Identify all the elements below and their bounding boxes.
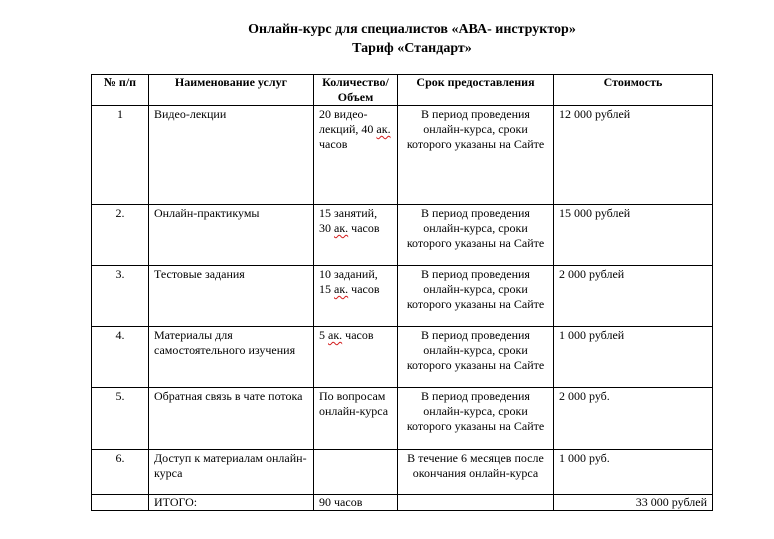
row-qty <box>314 106 398 205</box>
table-row <box>92 266 713 327</box>
row-num: 4. <box>92 327 149 388</box>
row-term: В период проведения онлайн-курса, сроки которого указаны на Сайте <box>398 106 554 205</box>
row-qty-abbr: ак. <box>334 282 349 296</box>
row-num: 3. <box>92 266 149 327</box>
header-name: Наименование услуг <box>149 75 314 106</box>
total-qty: 90 часов <box>314 495 398 511</box>
row-num: 5. <box>92 388 149 450</box>
table-total-row <box>92 495 713 511</box>
row-qty: По вопросам онлайн-курса <box>314 388 398 450</box>
row-price: 2 000 руб. <box>554 388 713 450</box>
row-qty-abbr: ак. <box>328 328 343 342</box>
row-price: 2 000 рублей <box>554 266 713 327</box>
row-qty-unit: часов <box>348 282 380 296</box>
row-service-name: Тестовые задания <box>149 266 314 327</box>
row-term: В течение 6 месяцев после окончания онлайн-курса <box>398 450 554 495</box>
total-price: 33 000 рублей <box>554 495 713 511</box>
table-row <box>92 388 713 450</box>
row-service-name: Материалы для самостоятельного изучения <box>149 327 314 388</box>
row-service-name: Видео-лекции <box>149 106 314 205</box>
total-term-empty <box>398 495 554 511</box>
header-qty: Количество/ Объем <box>314 75 398 106</box>
row-num: 1 <box>92 106 149 205</box>
row-qty-text: 15 занятий, 30 <box>319 206 378 235</box>
row-qty <box>314 327 398 388</box>
document-subtitle: Тариф «Стандарт» <box>352 41 472 56</box>
table-header-row <box>92 75 713 106</box>
row-qty-unit: часов <box>319 137 348 151</box>
row-qty-unit: часов <box>348 221 380 235</box>
row-service-name: Онлайн-практикумы <box>149 205 314 266</box>
row-qty-text: 10 заданий, 15 <box>319 267 378 296</box>
table-row <box>92 450 713 495</box>
row-num: 2. <box>92 205 149 266</box>
row-term: В период проведения онлайн-курса, сроки которого указаны на Сайте <box>398 388 554 450</box>
total-num-empty <box>92 495 149 511</box>
row-qty-abbr: ак. <box>376 122 391 136</box>
total-label: ИТОГО: <box>149 495 314 511</box>
table-row <box>92 106 713 205</box>
row-term: В период проведения онлайн-курса, сроки которого указаны на Сайте <box>398 266 554 327</box>
row-price: 1 000 рублей <box>554 327 713 388</box>
row-qty <box>314 450 398 495</box>
header-price: Стоимость <box>554 75 713 106</box>
row-price: 15 000 рублей <box>554 205 713 266</box>
row-term: В период проведения онлайн-курса, сроки которого указаны на Сайте <box>398 327 554 388</box>
header-term: Срок предоставления <box>398 75 554 106</box>
table-row <box>92 205 713 266</box>
row-qty <box>314 266 398 327</box>
document-title: Онлайн-курс для специалистов «АВА- инструктор» <box>248 22 576 37</box>
row-price: 12 000 рублей <box>554 106 713 205</box>
row-service-name: Доступ к материалам онлайн-курса <box>149 450 314 495</box>
row-service-name: Обратная связь в чате потока <box>149 388 314 450</box>
table-row <box>92 327 713 388</box>
row-qty-unit: часов <box>342 328 374 342</box>
header-num: № п/п <box>92 75 149 106</box>
row-qty-text: 5 <box>319 328 328 342</box>
row-term: В период проведения онлайн-курса, сроки которого указаны на Сайте <box>398 205 554 266</box>
row-qty <box>314 205 398 266</box>
row-price: 1 000 руб. <box>554 450 713 495</box>
row-num: 6. <box>92 450 149 495</box>
row-qty-abbr: ак. <box>334 221 349 235</box>
row-qty-text: 20 видео-лекций, 40 <box>319 107 377 136</box>
services-table <box>91 74 713 511</box>
